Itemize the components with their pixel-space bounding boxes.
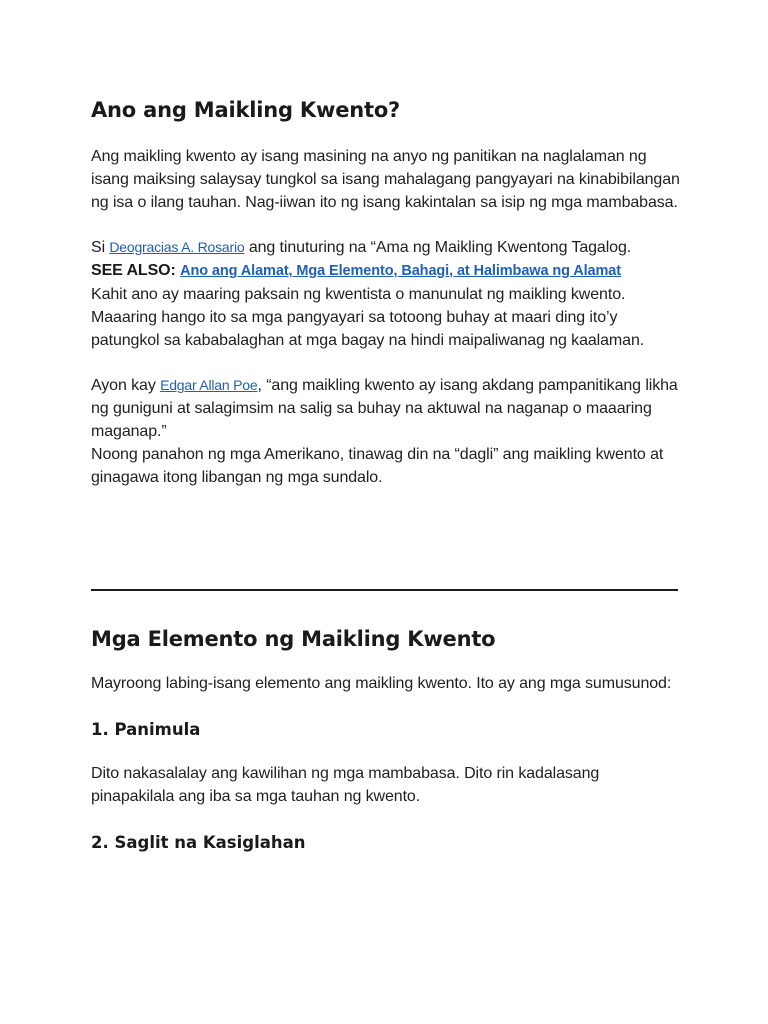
paragraph-definition: Ang maikling kwento ay isang masining na anyo ng panitikan na naglalaman ng isang maiksing salaysay tungkol sa isang mahalagang pangyayari na kinabibilangan ng isa o ilang tauhan. Nag-iiwan ito ng isang kakintalan sa isip ng mga mambabasa. bbox=[91, 148, 680, 211]
poe-link[interactable]: Edgar Allan Poe bbox=[160, 377, 258, 393]
rosario-suffix: ang tinuturing na “Ama ng Maikling Kwentong Tagalog. bbox=[244, 239, 632, 256]
section-heading-maikling-kwento: Ano ang Maikling Kwento? bbox=[91, 98, 401, 122]
paragraph-dagli: Noong panahon ng mga Amerikano, tinawag din na “dagli” ang maikling kwento at ginagawa itong libangan ng mga sundalo. bbox=[91, 446, 664, 486]
see-also-link[interactable]: Ano ang Alamat, Mga Elemento, Bahagi, at Halimbawa ng Alamat bbox=[180, 263, 622, 279]
paragraph-paksain: Kahit ano ay maaring paksain ng kwentista o manunulat ng maikling kwento. Maaaring hango ito sa mga pangyayari sa totoong buhay at maari ding ito’y patungkol sa kababalaghan at mga bagay na hindi maipaliwanag ng kaalaman. bbox=[91, 286, 645, 349]
paragraph-elemento-intro: Mayroong labing-isang elemento ang maikling kwento. Ito ay ang mga sumusunod: bbox=[91, 675, 672, 692]
poe-suffix: , “ang maikling kwento ay isang akdang pampanitikang likha ng guniguni at salagimsim na salig sa buhay na aktuwal na naganap o maaaring maganap.” bbox=[91, 377, 678, 440]
see-also-label: SEE ALSO: bbox=[91, 262, 176, 279]
item-heading-panimula: 1. Panimula bbox=[91, 720, 201, 739]
article-section-1 bbox=[91, 94, 681, 489]
paragraph-rosario bbox=[91, 236, 681, 259]
paragraph-panimula: Dito nakasalalay ang kawilihan ng mga mambabasa. Dito rin kadalasang pinapakilala ang iba sa mga tauhan ng kwento. bbox=[91, 765, 600, 805]
section-divider bbox=[91, 589, 678, 591]
rosario-link[interactable]: Deogracias A. Rosario bbox=[109, 239, 245, 255]
see-also-line bbox=[91, 259, 681, 283]
paragraph-poe bbox=[91, 374, 681, 443]
poe-prefix: Ayon kay bbox=[91, 377, 161, 394]
item-heading-saglit: 2. Saglit na Kasiglahan bbox=[91, 833, 306, 852]
article-section-2 bbox=[91, 623, 681, 856]
rosario-prefix: Si bbox=[91, 239, 110, 256]
section-heading-elemento: Mga Elemento ng Maikling Kwento bbox=[91, 627, 496, 651]
